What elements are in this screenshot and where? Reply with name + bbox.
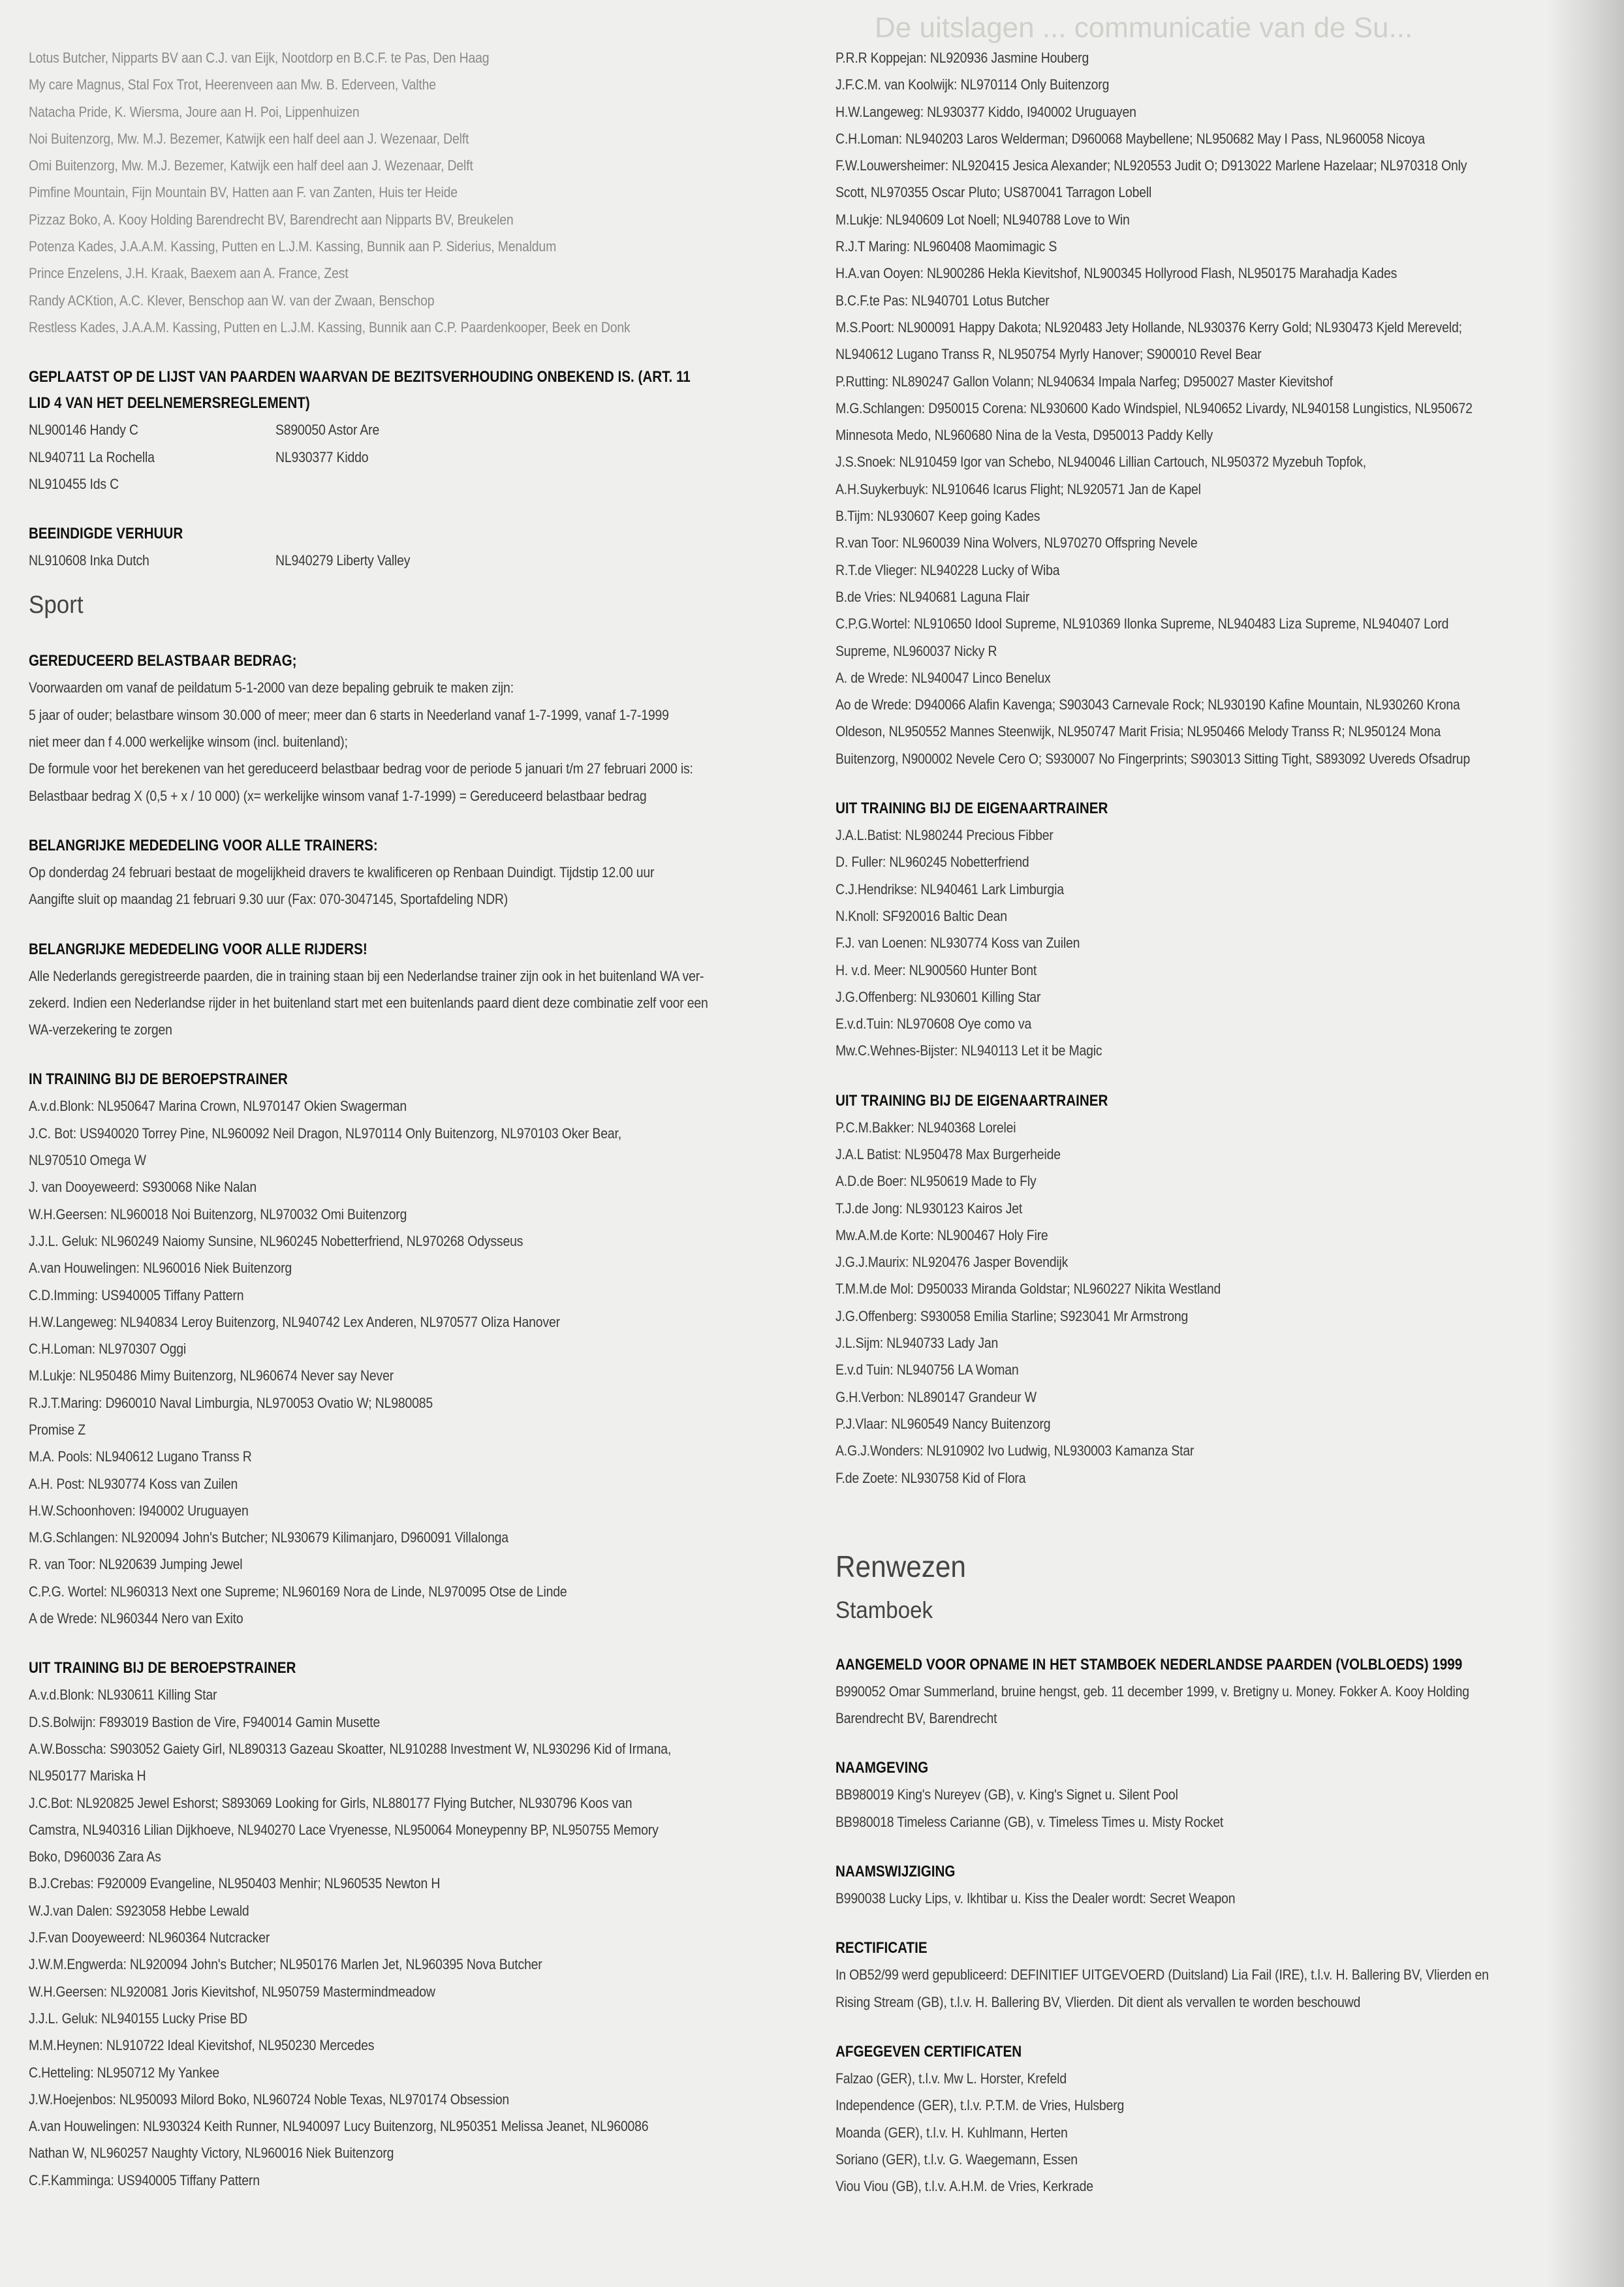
in-training-line: C.H.Loman: NL970307 Oggi bbox=[29, 1341, 187, 1358]
certificaten-heading: AFGEGEVEN CERTIFICATEN bbox=[835, 2042, 1022, 2061]
rectificatie-line: Rising Stream (GB), t.l.v. H. Ballering BV, Vlierden. Dit dient als vervallen te worden beschouwd bbox=[835, 1993, 1361, 2010]
naamgeving-list bbox=[835, 1781, 1586, 1835]
eigen-line: P.J.Vlaar: NL960549 Nancy Buitenzorg bbox=[835, 1415, 1051, 1432]
sport-section-title: Sport bbox=[29, 591, 84, 619]
eigen-uit-line: J.G.Offenberg: NL930601 Killing Star bbox=[835, 988, 1041, 1005]
uit-training-line: J.F.van Dooyeweerd: NL960364 Nutcracker bbox=[29, 1929, 270, 1946]
trainer-line: Buitenzorg, N900002 Nevele Cero O; S930007 No Fingerprints; S903013 Sitting Tight, S893092 Uvereds Ofsadrup bbox=[835, 750, 1471, 767]
trainer-line: Minnesota Medo, NL960680 Nina de la Vesta, D950013 Paddy Kelly bbox=[835, 427, 1213, 444]
rijders-line: WA-verzekering te zorgen bbox=[29, 1021, 172, 1038]
horse-entry-right: NL940279 Liberty Valley bbox=[275, 552, 411, 569]
trainers-notice-heading: BELANGRIJKE MEDEDELING VOOR ALLE TRAINERS: bbox=[29, 836, 378, 854]
in-training-line: Promise Z bbox=[29, 1421, 86, 1438]
certificaten-list bbox=[835, 2065, 1586, 2200]
ownership-transfer-list bbox=[29, 44, 825, 341]
trainers-line: Aangifte sluit op maandag 21 februari 9.30 uur (Fax: 070-3047145, Sportafdeling NDR) bbox=[29, 891, 508, 908]
in-training-line: M.A. Pools: NL940612 Lugano Transs R bbox=[29, 1448, 252, 1465]
naamgeving-line: BB980019 King's Nureyev (GB), v. King's Signet u. Silent Pool bbox=[835, 1786, 1178, 1803]
eigen-line: T.M.M.de Mol: D950033 Miranda Goldstar; NL960227 Nikita Westland bbox=[835, 1281, 1221, 1298]
eigen-uit-line: J.A.L.Batist: NL980244 Precious Fibber bbox=[835, 827, 1054, 844]
trainer-line: J.S.Snoek: NL910459 Igor van Schebo, NL940046 Lillian Cartouch, NL950372 Myzebuh Topfok, bbox=[835, 454, 1367, 471]
trainer-line: Ao de Wrede: D940066 Alafin Kavenga; S903043 Carnevale Rock; NL930190 Kafine Mountain, NL930260 Krona bbox=[835, 696, 1460, 713]
horse-entry-left: NL910455 Ids C bbox=[29, 475, 119, 492]
owner-line: Potenza Kades, J.A.A.M. Kassing, Putten en L.J.M. Kassing, Bunnik aan P. Siderius, Menaldum bbox=[29, 238, 557, 255]
eigen-line: A.G.J.Wonders: NL910902 Ivo Ludwig, NL930003 Kamanza Star bbox=[835, 1442, 1195, 1459]
in-training-line: C.D.Imming: US940005 Tiffany Pattern bbox=[29, 1286, 244, 1303]
uit-training-line: Boko, D960036 Zara As bbox=[29, 1848, 161, 1865]
trainer-line: NL940612 Lugano Transs R, NL950754 Myrly Hanover; S900010 Revel Bear bbox=[835, 346, 1262, 363]
renwezen-title: Renwezen bbox=[835, 1549, 966, 1583]
naamgeving-heading: NAAMGEVING bbox=[835, 1759, 929, 1777]
trainers-notice-text bbox=[29, 859, 825, 913]
in-training-line: M.G.Schlangen: NL920094 John's Butcher; NL930679 Kilimanjaro, D960091 Villalonga bbox=[29, 1529, 508, 1546]
in-training-line: A.H. Post: NL930774 Koss van Zuilen bbox=[29, 1475, 238, 1492]
naamswijziging-list bbox=[835, 1885, 1586, 1912]
owner-line: Pimfine Mountain, Fijn Mountain BV, Hatten aan F. van Zanten, Huis ter Heide bbox=[29, 184, 458, 201]
eigen-uit-line: Mw.C.Wehnes-Bijster: NL940113 Let it be Magic bbox=[835, 1042, 1102, 1059]
uit-training-list bbox=[29, 1681, 825, 2194]
owner-line: Noi Buitenzorg, Mw. M.J. Bezemer, Katwijk een half deel aan J. Wezenaar, Delft bbox=[29, 130, 469, 147]
in-training-line: H.W.Schoonhoven: I940002 Uruguayen bbox=[29, 1502, 249, 1519]
aangemeld-heading: AANGEMELD VOOR OPNAME IN HET STAMBOEK NEDERLANDSE PAARDEN (VOLBLOEDS) 1999 bbox=[835, 1655, 1463, 1673]
aangemeld-text bbox=[835, 1678, 1586, 1732]
uit-training-line: M.M.Heynen: NL910722 Ideal Kievitshof, NL950230 Mercedes bbox=[29, 2037, 375, 2054]
aangemeld-line: Barendrecht BV, Barendrecht bbox=[835, 1710, 997, 1727]
trainer-line: B.Tijm: NL930607 Keep going Kades bbox=[835, 508, 1040, 525]
trainer-line: P.R.R Koppejan: NL920936 Jasmine Houberg bbox=[835, 50, 1089, 66]
uit-training-line: Camstra, NL940316 Lilian Dijkhoeve, NL940270 Lace Vryenesse, NL950064 Moneypenny BP, NL950755 Memory bbox=[29, 1821, 659, 1838]
uit-training-line: Nathan W, NL960257 Naughty Victory, NL960016 Niek Buitenzorg bbox=[29, 2145, 394, 2162]
eigen-uit-line: F.J. van Loenen: NL930774 Koss van Zuilen bbox=[835, 935, 1080, 952]
in-training-heading: IN TRAINING BIJ DE BEROEPSTRAINER bbox=[29, 1070, 288, 1089]
rijders-line: Alle Nederlands geregistreerde paarden, die in training staan bij een Nederlandse trainer zijn ook in het buitenland WA ver- bbox=[29, 967, 704, 984]
belastbaar-line: 5 jaar of ouder; belastbare winsom 30.000 of meer; meer dan 6 starts in Neederland vanaf 1-7-1999, vanaf 1-7-1999 bbox=[29, 706, 669, 723]
eigen-uit-heading: UIT TRAINING BIJ DE EIGENAARTRAINER bbox=[835, 800, 1108, 818]
onbekend-row bbox=[29, 416, 825, 443]
trainer-line: C.H.Loman: NL940203 Laros Welderman; D960068 Maybellene; NL950682 May I Pass, NL960058 Nicoya bbox=[835, 130, 1425, 147]
eigen-line: E.v.d Tuin: NL940756 LA Woman bbox=[835, 1361, 1019, 1378]
owner-line: Natacha Pride, K. Wiersma, Joure aan H. Poi, Lippenhuizen bbox=[29, 103, 360, 120]
uit-training-line: C.Hetteling: NL950712 My Yankee bbox=[29, 2064, 220, 2081]
belastbaar-line: De formule voor het berekenen van het gereduceerd belastbaar bedrag voor de periode 5 januari t/m 27 februari 2000 is: bbox=[29, 760, 693, 777]
horse-entry-right: NL930377 Kiddo bbox=[275, 448, 369, 465]
belastbaar-line: Voorwaarden om vanaf de peildatum 5-1-2000 van deze bepaling gebruik te maken zijn: bbox=[29, 679, 514, 696]
eigen-line: F.de Zoete: NL930758 Kid of Flora bbox=[835, 1469, 1026, 1486]
horse-entry-left: NL940711 La Rochella bbox=[29, 448, 155, 465]
in-training-line: J.C. Bot: US940020 Torrey Pine, NL960092 Neil Dragon, NL970114 Only Buitenzorg, NL970103 Oker Bear, bbox=[29, 1125, 621, 1142]
trainer-line: M.Lukje: NL940609 Lot Noell; NL940788 Love to Win bbox=[835, 211, 1130, 228]
certificaat-line: Falzao (GER), t.l.v. Mw L. Horster, Krefeld bbox=[835, 2070, 1067, 2087]
horse-entry-left: NL900146 Handy C bbox=[29, 422, 138, 439]
trainer-line: H.A.van Ooyen: NL900286 Hekla Kievitshof, NL900345 Hollyrood Flash, NL950175 Marahadja Kades bbox=[835, 265, 1398, 282]
owner-line: Lotus Butcher, Nipparts BV aan C.J. van Eijk, Nootdorp en B.C.F. te Pas, Den Haag bbox=[29, 50, 490, 66]
trainer-line: A.H.Suykerbuyk: NL910646 Icarus Flight; NL920571 Jan de Kapel bbox=[835, 480, 1201, 497]
uit-training-line: D.S.Bolwijn: F893019 Bastion de Vire, F940014 Gamin Musette bbox=[29, 1713, 381, 1730]
belastbaar-text bbox=[29, 674, 825, 809]
eigen-line: J.G.J.Maurix: NL920476 Jasper Bovendijk bbox=[835, 1254, 1069, 1271]
horse-entry-left: NL910608 Inka Dutch bbox=[29, 552, 149, 569]
trainer-line: H.W.Langeweg: NL930377 Kiddo, I940002 Uruguayen bbox=[835, 103, 1136, 120]
uit-training-line: B.J.Crebas: F920009 Evangeline, NL950403 Menhir; NL960535 Newton H bbox=[29, 1875, 441, 1892]
uit-training-line: A.W.Bosscha: S903052 Gaiety Girl, NL890313 Gazeau Skoatter, NL910288 Investment W, NL930296 Kid of Irmana, bbox=[29, 1740, 672, 1757]
trainer-line: A. de Wrede: NL940047 Linco Benelux bbox=[835, 669, 1051, 686]
owner-line: Randy ACKtion, A.C. Klever, Benschop aan W. van der Zwaan, Benschop bbox=[29, 292, 435, 309]
in-training-line: C.P.G. Wortel: NL960313 Next one Supreme; NL960169 Nora de Linde, NL970095 Otse de Linde bbox=[29, 1583, 567, 1600]
trainer-line: R.van Toor: NL960039 Nina Wolvers, NL970270 Offspring Nevele bbox=[835, 535, 1198, 552]
eigen-line: T.J.de Jong: NL930123 Kairos Jet bbox=[835, 1200, 1023, 1217]
naamgeving-line: BB980018 Timeless Carianne (GB), v. Timeless Times u. Misty Rocket bbox=[835, 1813, 1224, 1830]
trainer-line: P.Rutting: NL890247 Gallon Volann; NL940634 Impala Narfeg; D950027 Master Kievitshof bbox=[835, 373, 1333, 390]
eigen-line: Mw.A.M.de Korte: NL900467 Holy Fire bbox=[835, 1226, 1048, 1243]
right-column bbox=[835, 44, 1586, 2200]
uit-training-line: J.J.L. Geluk: NL940155 Lucky Prise BD bbox=[29, 2010, 247, 2027]
verhuur-row bbox=[29, 547, 825, 574]
uit-training-line: W.J.van Dalen: S923058 Hebbe Lewald bbox=[29, 1902, 249, 1919]
uit-training-line: C.F.Kamminga: US940005 Tiffany Pattern bbox=[29, 2171, 260, 2188]
eigen-uit-line: E.v.d.Tuin: NL970608 Oye como va bbox=[835, 1016, 1032, 1033]
trainer-line: M.G.Schlangen: D950015 Corena: NL930600 Kado Windspiel, NL940652 Livardy, NL940158 Lungistics, NL950672 bbox=[835, 399, 1473, 416]
onbekend-heading-1: GEPLAATST OP DE LIJST VAN PAARDEN WAARVAN DE BEZITSVERHOUDING ONBEKEND IS. (ART. 11 bbox=[29, 368, 691, 386]
rijders-notice-text bbox=[29, 963, 825, 1044]
horse-entry-right: S890050 Astor Are bbox=[275, 422, 380, 439]
owner-line: Restless Kades, J.A.A.M. Kassing, Putten en L.J.M. Kassing, Bunnik aan C.P. Paardenkooper, Beek en Donk bbox=[29, 319, 631, 335]
bleed-through-text: De uitslagen ... communicatie van de Su... bbox=[875, 12, 1413, 44]
certificaat-line: Moanda (GER), t.l.v. H. Kuhlmann, Herten bbox=[835, 2124, 1068, 2141]
trainer-line: J.F.C.M. van Koolwijk: NL970114 Only Buitenzorg bbox=[835, 76, 1110, 93]
trainer-line: Scott, NL970355 Oscar Pluto; US870041 Tarragon Lobell bbox=[835, 184, 1152, 201]
in-training-line: A.v.d.Blonk: NL950647 Marina Crown, NL970147 Okien Swagerman bbox=[29, 1098, 407, 1115]
certificaat-line: Viou Viou (GB), t.l.v. A.H.M. de Vries, Kerkrade bbox=[835, 2178, 1093, 2195]
uit-training-line: A.van Houwelingen: NL930324 Keith Runner, NL940097 Lucy Buitenzorg, NL950351 Melissa Jeanet, NL960086 bbox=[29, 2118, 649, 2135]
eigen-list-2 bbox=[835, 1114, 1586, 1491]
owner-line: Prince Enzelens, J.H. Kraak, Baexem aan A. France, Zest bbox=[29, 265, 349, 282]
rijders-line: zekerd. Indien een Nederlandse rijder in het buitenland start met een buitenlands paard dient deze combinatie zelf voor een bbox=[29, 994, 708, 1011]
onbekend-list bbox=[29, 416, 825, 497]
trainer-line: Oldeson, NL950552 Mannes Steenwijk, NL950747 Marit Frisia; NL950466 Melody Transs R; NL950124 Mona bbox=[835, 723, 1441, 740]
eigen-line: G.H.Verbon: NL890147 Grandeur W bbox=[835, 1388, 1037, 1405]
trainer-line: R.J.T Maring: NL960408 Maomimagic S bbox=[835, 238, 1057, 255]
eigen-uit-line: D. Fuller: NL960245 Nobetterfriend bbox=[835, 854, 1029, 871]
trainers-line: Op donderdag 24 februari bestaat de mogelijkheid dravers te kwalificeren op Renbaan Duindigt. Tijdstip 12.00 uur bbox=[29, 863, 655, 880]
trainer-line: Supreme, NL960037 Nicky R bbox=[835, 642, 997, 659]
in-training-line: NL970510 Omega W bbox=[29, 1152, 146, 1169]
belastbaar-heading: GEREDUCEERD BELASTBAAR BEDRAG; bbox=[29, 652, 297, 670]
trainer-line: B.de Vries: NL940681 Laguna Flair bbox=[835, 588, 1030, 605]
uit-training-line: W.H.Geersen: NL920081 Joris Kievitshof, NL950759 Mastermindmeadow bbox=[29, 1983, 435, 2000]
left-column bbox=[29, 44, 825, 2194]
eigen-uit-line: N.Knoll: SF920016 Baltic Dean bbox=[835, 907, 1007, 924]
in-training-line: A de Wrede: NL960344 Nero van Exito bbox=[29, 1610, 243, 1627]
in-training-line: W.H.Geersen: NL960018 Noi Buitenzorg, NL970032 Omi Buitenzorg bbox=[29, 1206, 407, 1222]
belastbaar-line: niet meer dan f 4.000 werkelijke winsom (incl. buitenland); bbox=[29, 734, 348, 751]
eigen-line: A.D.de Boer: NL950619 Made to Fly bbox=[835, 1173, 1037, 1190]
trainer-list-continued bbox=[835, 44, 1586, 772]
eigen-uit-list bbox=[835, 822, 1586, 1065]
in-training-line: J.J.L. Geluk: NL960249 Naiomy Sunsine, NL960245 Nobetterfriend, NL970268 Odysseus bbox=[29, 1232, 523, 1249]
in-training-line: A.van Houwelingen: NL960016 Niek Buitenzorg bbox=[29, 1260, 292, 1277]
rijders-notice-heading: BELANGRIJKE MEDEDELING VOOR ALLE RIJDERS! bbox=[29, 940, 367, 958]
trainer-line: R.T.de Vlieger: NL940228 Lucky of Wiba bbox=[835, 561, 1060, 578]
in-training-line: J. van Dooyeweerd: S930068 Nike Nalan bbox=[29, 1179, 257, 1196]
rectificatie-line: In OB52/99 werd gepubliceerd: DEFINITIEF UITGEVOERD (Duitsland) Lia Fail (IRE), t.l.v. H. Ballering BV, Vlierden en bbox=[835, 1967, 1489, 1984]
stamboek-title: Stamboek bbox=[835, 1596, 933, 1623]
verhuur-heading: BEEINDIGDE VERHUUR bbox=[29, 525, 183, 543]
uit-training-line: NL950177 Mariska H bbox=[29, 1767, 146, 1784]
eigen-line: J.L.Sijm: NL940733 Lady Jan bbox=[835, 1335, 999, 1352]
uit-training-line: J.C.Bot: NL920825 Jewel Eshorst; S893069 Looking for Girls, NL880177 Flying Butcher, NL930796 Koos van bbox=[29, 1794, 632, 1811]
trainer-line: C.P.G.Wortel: NL910650 Idool Supreme, NL910369 Ilonka Supreme, NL940483 Liza Supreme, NL940407 Lord bbox=[835, 615, 1449, 632]
rectificatie-heading: RECTIFICATIE bbox=[835, 1939, 928, 1957]
in-training-line: M.Lukje: NL950486 Mimy Buitenzorg, NL960674 Never say Never bbox=[29, 1367, 394, 1384]
owner-line: Omi Buitenzorg, Mw. M.J. Bezemer, Katwijk een half deel aan J. Wezenaar, Delft bbox=[29, 157, 473, 174]
certificaat-line: Soriano (GER), t.l.v. G. Waegemann, Essen bbox=[835, 2151, 1078, 2168]
uit-training-line: J.W.M.Engwerda: NL920094 John's Butcher; NL950176 Marlen Jet, NL960395 Nova Butcher bbox=[29, 1956, 542, 1973]
in-training-list bbox=[29, 1093, 825, 1632]
onbekend-heading-2: LID 4 VAN HET DEELNEMERSREGLEMENT) bbox=[29, 394, 310, 412]
in-training-line: H.W.Langeweg: NL940834 Leroy Buitenzorg, NL940742 Lex Anderen, NL970577 Oliza Hanover bbox=[29, 1313, 560, 1330]
aangemeld-line: B990052 Omar Summerland, bruine hengst, geb. 11 december 1999, v. Bretigny u. Money. Fokker A. Kooy Holding bbox=[835, 1683, 1469, 1700]
certificaat-line: Independence (GER), t.l.v. P.T.M. de Vries, Hulsberg bbox=[835, 2097, 1125, 2114]
onbekend-row bbox=[29, 471, 825, 497]
eigen-line: J.G.Offenberg: S930058 Emilia Starline; S923041 Mr Armstrong bbox=[835, 1307, 1189, 1324]
onbekend-row bbox=[29, 444, 825, 471]
in-training-line: R.J.T.Maring: D960010 Naval Limburgia, NL970053 Ovatio W; NL980085 bbox=[29, 1394, 433, 1411]
eigen-heading-2: UIT TRAINING BIJ DE EIGENAARTRAINER bbox=[835, 1091, 1108, 1110]
in-training-line: R. van Toor: NL920639 Jumping Jewel bbox=[29, 1556, 243, 1573]
owner-line: Pizzaz Boko, A. Kooy Holding Barendrecht BV, Barendrecht aan Nipparts BV, Breukelen bbox=[29, 211, 514, 228]
naamswijziging-heading: NAAMSWIJZIGING bbox=[835, 1863, 956, 1881]
owner-line: My care Magnus, Stal Fox Trot, Heerenveen aan Mw. B. Ederveen, Valthe bbox=[29, 76, 436, 93]
uit-training-line: A.v.d.Blonk: NL930611 Killing Star bbox=[29, 1687, 217, 1704]
uit-training-heading: UIT TRAINING BIJ DE BEROEPSTRAINER bbox=[29, 1659, 296, 1677]
eigen-line: P.C.M.Bakker: NL940368 Lorelei bbox=[835, 1119, 1016, 1136]
verhuur-list bbox=[29, 547, 825, 574]
eigen-uit-line: H. v.d. Meer: NL900560 Hunter Bont bbox=[835, 961, 1037, 978]
trainer-line: M.S.Poort: NL900091 Happy Dakota; NL920483 Jety Hollande, NL930376 Kerry Gold; NL930473 Kjeld Mereveld; bbox=[835, 319, 1462, 335]
naamswijziging-line: B990038 Lucky Lips, v. Ikhtibar u. Kiss the Dealer wordt: Secret Weapon bbox=[835, 1890, 1236, 1907]
eigen-line: J.A.L Batist: NL950478 Max Burgerheide bbox=[835, 1145, 1061, 1162]
eigen-uit-line: C.J.Hendrikse: NL940461 Lark Limburgia bbox=[835, 880, 1064, 897]
trainer-line: B.C.F.te Pas: NL940701 Lotus Butcher bbox=[835, 292, 1050, 309]
rectificatie-text bbox=[835, 1961, 1586, 2015]
belastbaar-line: Belastbaar bedrag X (0,5 + x / 10 000) (x= werkelijke winsom vanaf 1-7-1999) = Gereduceerd belastbaar bedrag bbox=[29, 787, 647, 804]
uit-training-line: J.W.Hoejenbos: NL950093 Milord Boko, NL960724 Noble Texas, NL970174 Obsession bbox=[29, 2091, 510, 2108]
trainer-line: F.W.Louwersheimer: NL920415 Jesica Alexander; NL920553 Judit O; D913022 Marlene Hazelaar; NL970318 Only bbox=[835, 157, 1467, 174]
